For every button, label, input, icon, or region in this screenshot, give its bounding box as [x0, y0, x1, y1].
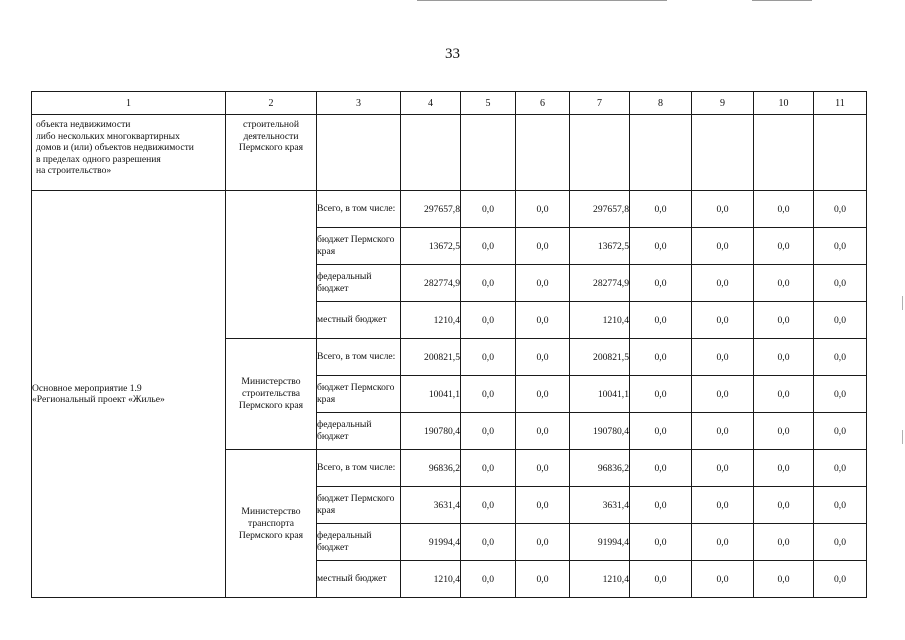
value-cell: 0,0	[692, 413, 754, 450]
value-cell: 0,0	[630, 228, 692, 265]
value-cell: 0,0	[461, 450, 516, 487]
value-cell: 0,0	[630, 376, 692, 413]
value-cell: 0,0	[461, 302, 516, 339]
empty-cell	[516, 115, 570, 191]
value-cell: 0,0	[516, 228, 570, 265]
main-activity-cell: Основное мероприятие 1.9 «Региональный проект «Жилье»	[32, 191, 226, 598]
value-cell: 3631,4	[401, 487, 461, 524]
value-cell: 0,0	[754, 302, 814, 339]
object-executor-cell: строительной деятельности Пермского края	[226, 115, 317, 191]
funding-source-cell: Всего, в том числе:	[317, 339, 401, 376]
value-cell: 0,0	[516, 376, 570, 413]
column-number-cell: 3	[317, 92, 401, 115]
empty-cell	[692, 115, 754, 191]
object-description-cell: объекта недвижимости либо нескольких многоквартирных домов и (или) объектов недвижимости в пределах одного разрешения на строительство»	[32, 115, 226, 191]
funding-source-cell: Всего, в том числе:	[317, 450, 401, 487]
column-number-cell: 11	[814, 92, 867, 115]
value-cell: 0,0	[516, 450, 570, 487]
executor-cell: Министерство транспорта Пермского края	[226, 450, 317, 598]
column-number-row	[32, 92, 867, 115]
value-cell: 0,0	[630, 524, 692, 561]
scan-edge-mark	[902, 296, 903, 310]
value-cell: 200821,5	[570, 339, 630, 376]
value-cell: 0,0	[516, 339, 570, 376]
object-continuation-row	[32, 115, 867, 191]
budget-table	[31, 91, 867, 598]
value-cell: 0,0	[814, 228, 867, 265]
column-number-cell: 8	[630, 92, 692, 115]
value-cell: 13672,5	[401, 228, 461, 265]
column-number-cell: 10	[754, 92, 814, 115]
value-cell: 0,0	[461, 339, 516, 376]
value-cell: 0,0	[630, 265, 692, 302]
budget-row	[32, 191, 867, 228]
value-cell: 91994,4	[570, 524, 630, 561]
value-cell: 0,0	[692, 450, 754, 487]
value-cell: 13672,5	[570, 228, 630, 265]
column-number-cell: 4	[401, 92, 461, 115]
value-cell: 0,0	[814, 191, 867, 228]
value-cell: 282774,9	[401, 265, 461, 302]
value-cell: 190780,4	[570, 413, 630, 450]
empty-cell	[461, 115, 516, 191]
empty-cell	[317, 115, 401, 191]
funding-source-cell: бюджет Пермского края	[317, 228, 401, 265]
column-number-cell: 9	[692, 92, 754, 115]
value-cell: 0,0	[461, 524, 516, 561]
empty-cell	[814, 115, 867, 191]
scan-edge-mark	[902, 430, 903, 444]
empty-cell	[754, 115, 814, 191]
value-cell: 0,0	[516, 524, 570, 561]
value-cell: 0,0	[516, 265, 570, 302]
column-number-cell: 6	[516, 92, 570, 115]
funding-source-cell: бюджет Пермского края	[317, 487, 401, 524]
value-cell: 0,0	[516, 561, 570, 598]
value-cell: 0,0	[814, 265, 867, 302]
value-cell: 0,0	[814, 376, 867, 413]
executor-cell: Министерство строительства Пермского края	[226, 339, 317, 450]
value-cell: 1210,4	[401, 561, 461, 598]
value-cell: 1210,4	[570, 302, 630, 339]
value-cell: 0,0	[630, 191, 692, 228]
value-cell: 0,0	[692, 561, 754, 598]
value-cell: 0,0	[814, 487, 867, 524]
value-cell: 91994,4	[401, 524, 461, 561]
funding-source-cell: федеральный бюджет	[317, 265, 401, 302]
value-cell: 0,0	[692, 265, 754, 302]
value-cell: 297657,8	[570, 191, 630, 228]
column-number-cell: 2	[226, 92, 317, 115]
value-cell: 0,0	[461, 413, 516, 450]
value-cell: 0,0	[814, 413, 867, 450]
funding-source-cell: федеральный бюджет	[317, 524, 401, 561]
value-cell: 0,0	[461, 376, 516, 413]
empty-cell	[570, 115, 630, 191]
value-cell: 0,0	[461, 228, 516, 265]
executor-cell	[226, 191, 317, 339]
value-cell: 0,0	[814, 339, 867, 376]
value-cell: 0,0	[754, 191, 814, 228]
column-number-cell: 1	[32, 92, 226, 115]
column-number-cell: 5	[461, 92, 516, 115]
value-cell: 0,0	[814, 302, 867, 339]
value-cell: 0,0	[814, 561, 867, 598]
value-cell: 96836,2	[570, 450, 630, 487]
value-cell: 0,0	[630, 339, 692, 376]
value-cell: 297657,8	[401, 191, 461, 228]
value-cell: 0,0	[754, 524, 814, 561]
value-cell: 0,0	[754, 561, 814, 598]
value-cell: 0,0	[754, 339, 814, 376]
value-cell: 0,0	[630, 561, 692, 598]
value-cell: 0,0	[461, 265, 516, 302]
value-cell: 1210,4	[401, 302, 461, 339]
funding-source-cell: бюджет Пермского края	[317, 376, 401, 413]
value-cell: 0,0	[630, 487, 692, 524]
value-cell: 0,0	[692, 302, 754, 339]
value-cell: 10041,1	[401, 376, 461, 413]
page-number: 33	[445, 46, 460, 62]
funding-source-cell: местный бюджет	[317, 302, 401, 339]
value-cell: 0,0	[516, 487, 570, 524]
value-cell: 0,0	[814, 524, 867, 561]
funding-source-cell: федеральный бюджет	[317, 413, 401, 450]
value-cell: 0,0	[754, 487, 814, 524]
value-cell: 282774,9	[570, 265, 630, 302]
table-body	[32, 92, 867, 598]
value-cell: 0,0	[754, 376, 814, 413]
value-cell: 0,0	[461, 487, 516, 524]
value-cell: 0,0	[461, 561, 516, 598]
scan-edge-line	[417, 0, 667, 1]
empty-cell	[401, 115, 461, 191]
value-cell: 0,0	[692, 228, 754, 265]
value-cell: 200821,5	[401, 339, 461, 376]
value-cell: 0,0	[692, 191, 754, 228]
value-cell: 0,0	[754, 228, 814, 265]
column-number-cell: 7	[570, 92, 630, 115]
value-cell: 96836,2	[401, 450, 461, 487]
value-cell: 0,0	[692, 524, 754, 561]
value-cell: 0,0	[461, 191, 516, 228]
value-cell: 0,0	[814, 450, 867, 487]
value-cell: 0,0	[754, 450, 814, 487]
value-cell: 0,0	[516, 191, 570, 228]
value-cell: 0,0	[754, 265, 814, 302]
value-cell: 0,0	[754, 413, 814, 450]
value-cell: 0,0	[516, 302, 570, 339]
funding-source-cell: местный бюджет	[317, 561, 401, 598]
value-cell: 0,0	[630, 450, 692, 487]
value-cell: 190780,4	[401, 413, 461, 450]
funding-source-cell: Всего, в том числе:	[317, 191, 401, 228]
value-cell: 0,0	[516, 413, 570, 450]
value-cell: 3631,4	[570, 487, 630, 524]
value-cell: 0,0	[692, 376, 754, 413]
value-cell: 0,0	[630, 302, 692, 339]
value-cell: 0,0	[692, 487, 754, 524]
value-cell: 0,0	[692, 339, 754, 376]
value-cell: 1210,4	[570, 561, 630, 598]
empty-cell	[630, 115, 692, 191]
value-cell: 10041,1	[570, 376, 630, 413]
value-cell: 0,0	[630, 413, 692, 450]
scan-edge-line	[752, 0, 812, 1]
